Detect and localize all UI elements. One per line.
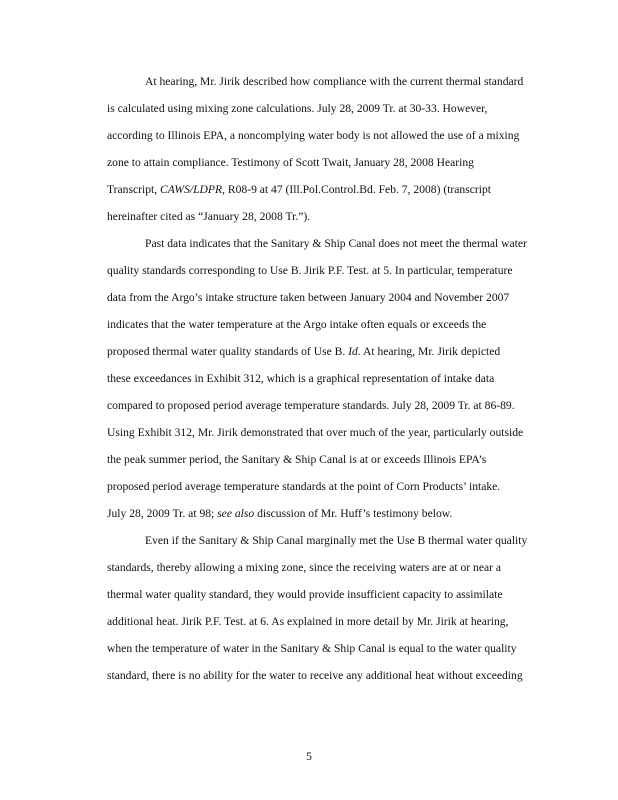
text-line: standards, thereby allowing a mixing zone, since the receiving waters are at or near a [107, 561, 502, 574]
text-line: standard, there is no ability for the water to receive any additional heat without exceeding [107, 669, 523, 682]
text-line: quality standards corresponding to Use B. Jirik P.F. Test. at 5. In particular, temperature [107, 264, 513, 277]
text-line: according to Illinois EPA, a noncomplying water body is not allowed the use of a mixing [107, 129, 520, 142]
text-line: Past data indicates that the Sanitary & Ship Canal does not meet the thermal water [145, 237, 527, 250]
see-also-signal: see also [217, 507, 255, 520]
text-line [107, 176, 545, 203]
text-line: Using Exhibit 312, Mr. Jirik demonstrated that over much of the year, particularly outside [107, 426, 524, 439]
text-run: At hearing, Mr. Jirik depicted [360, 345, 501, 358]
text-line [107, 338, 545, 365]
text-line: when the temperature of water in the Sanitary & Ship Canal is equal to the water quality [107, 642, 517, 655]
text-line [107, 500, 545, 527]
text-run: proposed thermal water quality standards of Use B. [107, 345, 349, 358]
text-run: discussion of Mr. Huff’s testimony below. [254, 507, 453, 520]
text-line: Even if the Sanitary & Ship Canal marginally met the Use B thermal water quality [145, 534, 528, 547]
paragraph-1 [107, 68, 545, 230]
text-line: proposed period average temperature standards at the point of Corn Products’ intake. [107, 480, 501, 493]
body-text [107, 68, 545, 689]
page-number: 5 [306, 750, 312, 763]
text-line: zone to attain compliance. Testimony of Scott Twait, January 28, 2008 Hearing [107, 156, 474, 169]
text-line: indicates that the water temperature at the Argo intake often equals or exceeds the [107, 318, 487, 331]
paragraph-2 [107, 230, 545, 527]
text-line: the peak summer period, the Sanitary & Ship Canal is at or exceeds Illinois EPA’s [107, 453, 487, 466]
text-line: is calculated using mixing zone calculations. July 28, 2009 Tr. at 30-33. However, [107, 102, 488, 115]
case-citation: CAWS/LDPR [160, 183, 223, 196]
text-line: hereinafter cited as “January 28, 2008 Tr.”). [107, 210, 311, 223]
text-line: additional heat. Jirik P.F. Test. at 6. As explained in more detail by Mr. Jirik at hearing, [107, 615, 509, 628]
text-line: data from the Argo’s intake structure taken between January 2004 and November 2007 [107, 291, 510, 304]
paragraph-3 [107, 527, 545, 689]
text-run: , R08-9 at 47 (Ill.Pol.Control.Bd. Feb. 7, 2008) (transcript [222, 183, 491, 196]
id-citation: Id. [348, 345, 361, 358]
text-line: compared to proposed period average temperature standards. July 28, 2009 Tr. at 86-89. [107, 399, 515, 412]
text-line: At hearing, Mr. Jirik described how compliance with the current thermal standard [145, 75, 524, 88]
text-run: July 28, 2009 Tr. at 98; [107, 507, 218, 520]
text-line: these exceedances in Exhibit 312, which is a graphical representation of intake data [107, 372, 495, 385]
text-line: thermal water quality standard, they would provide insufficient capacity to assimilate [107, 588, 503, 601]
text-run: Transcript, [107, 183, 161, 196]
